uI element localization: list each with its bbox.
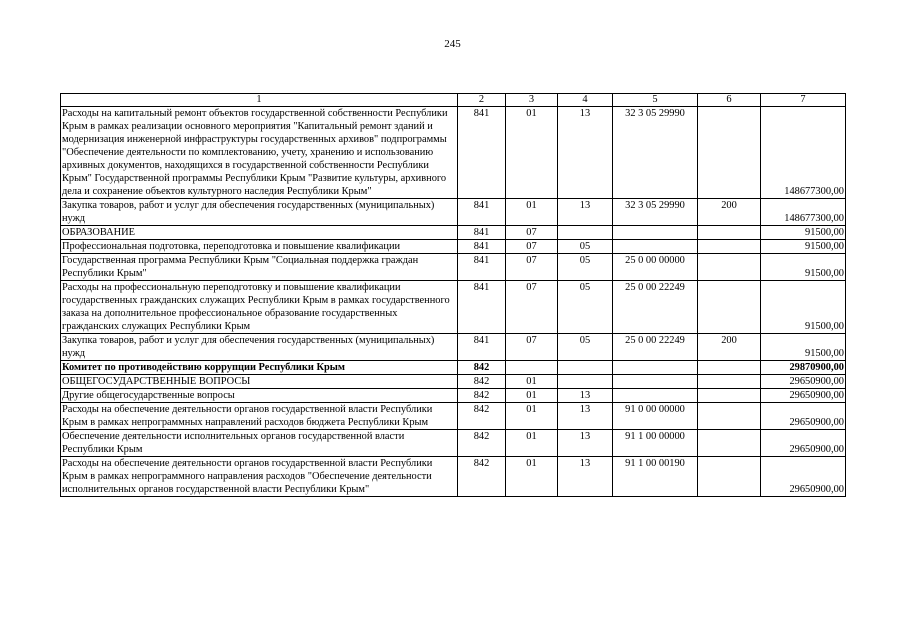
- row-code-4-cell: 05: [558, 254, 613, 281]
- row-sum-cell: 29650900,00: [761, 375, 846, 389]
- row-code-2-cell: 842: [458, 361, 506, 375]
- row-name-cell: Расходы на обеспечение деятельности органов государственной власти Республики Крым в рамках непрограммного направления расходов "Обеспечение деятельности исполнительных органов государственной власти Республики Крым": [61, 457, 458, 497]
- row-code-6-cell: [698, 430, 761, 457]
- table-row: [61, 107, 846, 199]
- row-code-5-cell: 25 0 00 22249: [613, 334, 698, 361]
- table-row: [61, 334, 846, 361]
- row-sum-cell: 91500,00: [761, 254, 846, 281]
- row-code-3-cell: 07: [506, 254, 558, 281]
- row-code-2-cell: 842: [458, 430, 506, 457]
- table-row: [61, 375, 846, 389]
- row-name-cell: Обеспечение деятельности исполнительных органов государственной власти Республики Крым: [61, 430, 458, 457]
- table-row: [61, 226, 846, 240]
- row-code-3-cell: 07: [506, 226, 558, 240]
- row-code-4-cell: 13: [558, 457, 613, 497]
- row-code-2-cell: 842: [458, 403, 506, 430]
- row-name-cell: Профессиональная подготовка, переподготовка и повышение квалификации: [61, 240, 458, 254]
- row-code-6-cell: 200: [698, 334, 761, 361]
- row-code-5-cell: [613, 240, 698, 254]
- row-code-2-cell: 841: [458, 334, 506, 361]
- row-code-5-cell: 91 0 00 00000: [613, 403, 698, 430]
- header-col-4: 4: [558, 94, 613, 107]
- row-code-3-cell: 01: [506, 107, 558, 199]
- row-name-cell: Расходы на профессиональную переподготовку и повышение квалификации государственных гражданских служащих Республики Крым в рамках государственного заказа на дополнительное профессиональное образование государственных гражданских служащих Республики Крым: [61, 281, 458, 334]
- row-code-4-cell: [558, 226, 613, 240]
- row-code-3-cell: 01: [506, 199, 558, 226]
- row-code-3-cell: [506, 361, 558, 375]
- table-header-row: [61, 94, 846, 107]
- row-code-3-cell: 01: [506, 457, 558, 497]
- row-code-2-cell: 842: [458, 375, 506, 389]
- row-name-cell: Закупка товаров, работ и услуг для обеспечения государственных (муниципальных) нужд: [61, 334, 458, 361]
- row-code-5-cell: 91 1 00 00190: [613, 457, 698, 497]
- row-code-6-cell: [698, 361, 761, 375]
- row-sum-cell: 91500,00: [761, 334, 846, 361]
- row-code-6-cell: [698, 226, 761, 240]
- row-code-5-cell: 91 1 00 00000: [613, 430, 698, 457]
- header-col-5: 5: [613, 94, 698, 107]
- row-code-5-cell: [613, 389, 698, 403]
- row-code-6-cell: [698, 107, 761, 199]
- row-code-4-cell: 05: [558, 240, 613, 254]
- row-code-4-cell: 05: [558, 281, 613, 334]
- row-code-6-cell: [698, 254, 761, 281]
- table-row: [61, 457, 846, 497]
- row-name-cell: Государственная программа Республики Крым "Социальная поддержка граждан Республики Крым": [61, 254, 458, 281]
- row-sum-cell: 29650900,00: [761, 389, 846, 403]
- row-name-cell: Расходы на обеспечение деятельности органов государственной власти Республики Крым в рамках непрограммных направлений расходов бюджета Республики Крым: [61, 403, 458, 430]
- row-code-3-cell: 01: [506, 389, 558, 403]
- row-code-2-cell: 841: [458, 254, 506, 281]
- row-name-cell: ОБЩЕГОСУДАРСТВЕННЫЕ ВОПРОСЫ: [61, 375, 458, 389]
- row-code-2-cell: 841: [458, 281, 506, 334]
- row-sum-cell: 29650900,00: [761, 430, 846, 457]
- table-row: [61, 281, 846, 334]
- row-code-2-cell: 841: [458, 107, 506, 199]
- table-row: [61, 240, 846, 254]
- row-code-5-cell: 32 3 05 29990: [613, 199, 698, 226]
- header-col-3: 3: [506, 94, 558, 107]
- row-code-2-cell: 841: [458, 199, 506, 226]
- row-code-6-cell: [698, 457, 761, 497]
- row-code-3-cell: 07: [506, 240, 558, 254]
- row-code-4-cell: 13: [558, 403, 613, 430]
- table-row: [61, 430, 846, 457]
- table-row: [61, 199, 846, 226]
- header-col-7: 7: [761, 94, 846, 107]
- row-code-4-cell: 13: [558, 389, 613, 403]
- header-col-1: 1: [61, 94, 458, 107]
- row-code-5-cell: [613, 226, 698, 240]
- row-name-cell: ОБРАЗОВАНИЕ: [61, 226, 458, 240]
- row-name-cell: Расходы на капитальный ремонт объектов государственной собственности Республики Крым в рамках реализации основного мероприятия "Капитальный ремонт зданий и модернизация инженерной инфраструктуры государственных архивов" подпрограммы "Обеспечение деятельности по комплектованию, учету, хранению и использованию архивных документов, находящихся в государственной собственности Республики Крым" Государственной программы Республики Крым "Развитие культуры, архивного дела и сохранение объектов культурного наследия Республики Крым": [61, 107, 458, 199]
- row-code-2-cell: 841: [458, 240, 506, 254]
- row-sum-cell: 29870900,00: [761, 361, 846, 375]
- row-sum-cell: 91500,00: [761, 226, 846, 240]
- row-code-3-cell: 01: [506, 403, 558, 430]
- row-code-6-cell: 200: [698, 199, 761, 226]
- row-code-3-cell: 01: [506, 375, 558, 389]
- row-code-4-cell: 13: [558, 199, 613, 226]
- row-code-4-cell: [558, 361, 613, 375]
- row-code-4-cell: 05: [558, 334, 613, 361]
- header-col-2: 2: [458, 94, 506, 107]
- row-code-5-cell: [613, 375, 698, 389]
- row-name-cell: Комитет по противодействию коррупции Республики Крым: [61, 361, 458, 375]
- table-row: [61, 389, 846, 403]
- row-code-5-cell: [613, 361, 698, 375]
- row-sum-cell: 29650900,00: [761, 457, 846, 497]
- row-code-2-cell: 842: [458, 457, 506, 497]
- row-code-2-cell: 842: [458, 389, 506, 403]
- row-code-4-cell: [558, 375, 613, 389]
- row-code-6-cell: [698, 240, 761, 254]
- row-code-5-cell: 32 3 05 29990: [613, 107, 698, 199]
- row-code-4-cell: 13: [558, 107, 613, 199]
- row-code-6-cell: [698, 403, 761, 430]
- header-col-6: 6: [698, 94, 761, 107]
- budget-table: [60, 93, 846, 497]
- row-code-2-cell: 841: [458, 226, 506, 240]
- row-code-4-cell: 13: [558, 430, 613, 457]
- row-name-cell: Другие общегосударственные вопросы: [61, 389, 458, 403]
- row-code-3-cell: 07: [506, 281, 558, 334]
- row-code-5-cell: 25 0 00 00000: [613, 254, 698, 281]
- row-code-6-cell: [698, 389, 761, 403]
- row-name-cell: Закупка товаров, работ и услуг для обеспечения государственных (муниципальных) нужд: [61, 199, 458, 226]
- row-code-5-cell: 25 0 00 22249: [613, 281, 698, 334]
- table-row: [61, 403, 846, 430]
- table-row: [61, 254, 846, 281]
- row-sum-cell: 91500,00: [761, 281, 846, 334]
- row-code-3-cell: 01: [506, 430, 558, 457]
- row-sum-cell: 91500,00: [761, 240, 846, 254]
- row-sum-cell: 148677300,00: [761, 199, 846, 226]
- row-code-6-cell: [698, 281, 761, 334]
- page-number: 245: [444, 38, 461, 50]
- row-code-3-cell: 07: [506, 334, 558, 361]
- row-sum-cell: 148677300,00: [761, 107, 846, 199]
- table-row: [61, 361, 846, 375]
- row-sum-cell: 29650900,00: [761, 403, 846, 430]
- row-code-6-cell: [698, 375, 761, 389]
